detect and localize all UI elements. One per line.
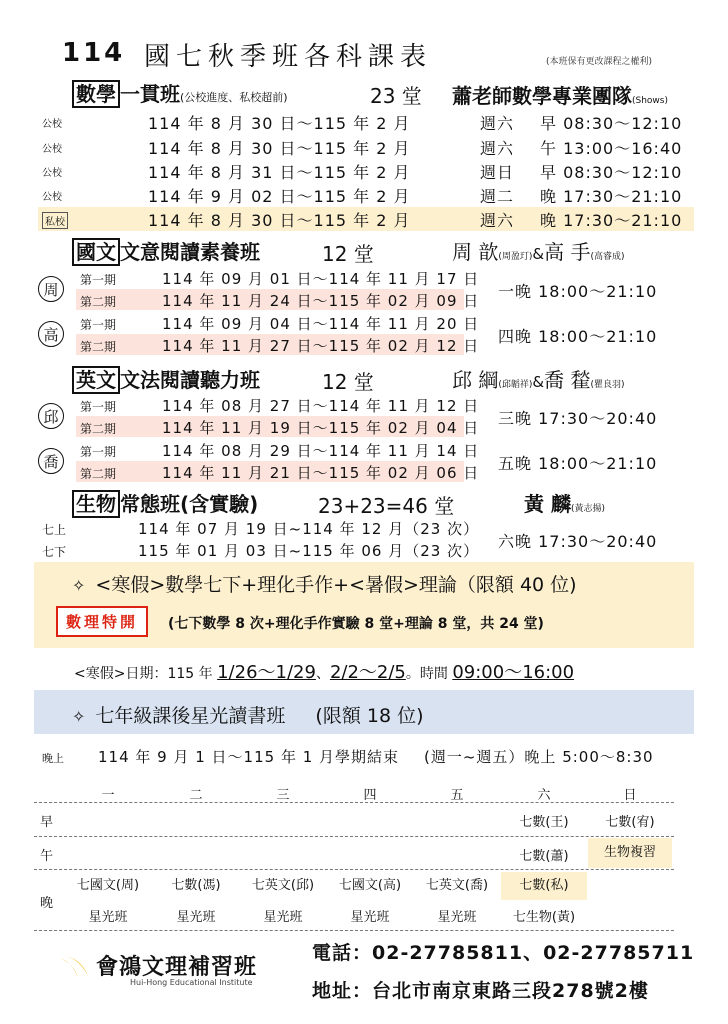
rights-note: (本班保有更改課程之權利): [546, 57, 653, 67]
english-course: 文法閱讀聽力班: [120, 368, 260, 392]
chinese-sessions: 12 堂: [322, 242, 374, 266]
school-logo: [58, 952, 92, 984]
winter-title-text: <寒假>數學七下+理化手作+<暑假>理論（限額 40 位): [95, 574, 577, 596]
chinese-subject: 國文: [72, 238, 120, 266]
chinese-term-dates: 114 年 09 月 04 日～114 年 11 月 20 日: [162, 315, 480, 333]
chinese-term-label: 第一期: [80, 318, 117, 332]
winter-desc: (七下數學 8 次+理化手作實驗 8 堂+理論 8 堂，共 24 堂): [168, 616, 544, 632]
math-teacher-name: 蕭老師數學專業團隊: [452, 84, 632, 108]
math-row-tag: 私校: [42, 212, 68, 229]
chinese-teacher1-note: (周盈玎): [498, 252, 533, 262]
biology-dates-1: 114 年 07 月 19 日~114 年 12 月（23 次）: [138, 520, 480, 538]
schedule-cell: 星光班: [437, 910, 477, 925]
math-row-tag: 公校: [42, 144, 62, 155]
english-group-time: 三晚 17:30～20:40: [498, 409, 658, 428]
biology-dates-2: 115 年 01 月 03 日~115 年 06 月（23 次）: [138, 542, 480, 560]
schedule-cell: 星光班: [263, 910, 303, 925]
chinese-amp: &: [532, 245, 545, 263]
biology-teacher: [524, 488, 605, 517]
math-course-note: (公校進度、私校超前): [180, 91, 288, 104]
schedule-divider: [34, 930, 674, 931]
schedule-cell: 七數(宥): [605, 815, 655, 830]
biology-sessions: 23+23=46 堂: [318, 494, 455, 518]
chinese-term-dates: 114 年 11 月 24 日～115 年 02 月 09 日: [162, 292, 480, 310]
english-term-label: 第二期: [80, 467, 117, 481]
math-row-time: 早 08:30～12:10: [540, 163, 683, 182]
math-course: 一貫班: [120, 82, 180, 106]
chinese-group-time: 一晚 18:00～21:10: [498, 282, 658, 301]
math-row-day: 週六: [480, 211, 515, 230]
math-row-day: 週二: [480, 187, 515, 206]
biology-teacher-name: 黃 麟: [524, 492, 571, 516]
english-term-label: 第一期: [80, 400, 117, 414]
english-term-dates: 114 年 11 月 21 日～115 年 02 月 06 日: [162, 464, 480, 482]
chinese-teacher1: 周 歆: [452, 240, 499, 264]
biology-heading: [72, 488, 258, 518]
english-heading: [72, 364, 260, 394]
chinese-teacher2-note: (高睿成): [590, 252, 625, 262]
english-term-dates: 114 年 08 月 29 日～114 年 11 月 14 日: [162, 442, 480, 460]
math-row-day: 週日: [480, 163, 515, 182]
english-teacher1: 邱 綱: [452, 368, 499, 392]
math-row-dates: 114 年 9 月 02 日～115 年 2 月: [148, 187, 411, 206]
winter-date-sep: 、: [315, 666, 330, 682]
winter-date1: 1/26～1/29: [217, 662, 316, 683]
address: 地址：台北市南京東路三段278號2樓: [312, 980, 649, 1002]
math-subject: 數學: [72, 80, 120, 108]
winter-time-label: 。時間: [405, 666, 448, 682]
chinese-term-label: 第二期: [80, 340, 117, 354]
schedule-day-header: 四: [363, 788, 377, 803]
title-year: 114: [62, 38, 126, 68]
chinese-term-dates: 114 年 09 月 01 日～114 年 11 月 17 日: [162, 270, 480, 288]
math-row-dates: 114 年 8 月 30 日～115 年 2 月: [148, 139, 411, 158]
winter-date2: 2/2～2/5: [329, 662, 406, 683]
schedule-cell: 七數(馮): [171, 878, 221, 893]
schedule-divider: [34, 836, 674, 837]
winter-bullet: ✧: [72, 576, 86, 595]
winter-date-label: <寒假>日期：115 年: [74, 666, 213, 682]
winter-date-line: [74, 658, 574, 684]
math-row-day: 週六: [480, 114, 515, 133]
biology-time: 六晚 17:30～20:40: [498, 532, 658, 551]
english-group-time: 五晚 18:00～21:10: [498, 454, 658, 473]
biology-subject: 生物: [72, 490, 120, 518]
schedule-cell-highlight: 七數(私): [501, 872, 587, 900]
math-row-tag: 公校: [42, 168, 62, 179]
math-row-time: 午 13:00～16:40: [540, 139, 683, 158]
biology-tag-1: 七上: [42, 523, 67, 537]
winter-title: [72, 570, 577, 597]
english-teacher1-note: (邱韜祥): [498, 380, 533, 390]
english-subject: 英文: [72, 366, 120, 394]
english-teacher2-note: (瞿良羽): [590, 380, 625, 390]
schedule-day-header: 一: [101, 788, 115, 803]
english-term-dates: 114 年 11 月 19 日～115 年 02 月 04 日: [162, 419, 480, 437]
math-teacher: [452, 80, 668, 109]
chinese-term-label: 第二期: [80, 295, 117, 309]
chinese-term-dates: 114 年 11 月 27 日～115 年 02 月 12 日: [162, 337, 480, 355]
starlight-limit: (限額 18 位): [315, 705, 424, 727]
chinese-teachers: [452, 236, 624, 265]
english-circle-0: 邱: [38, 403, 64, 429]
schedule-cell: 七數(蕭): [519, 849, 569, 864]
page-title: 國七秋季班各科課表: [144, 42, 433, 72]
math-row-day: 週六: [480, 139, 515, 158]
schedule-cell: 七生物(黃): [512, 910, 576, 925]
schedule-cell: 星光班: [176, 910, 216, 925]
winter-stamp: 數理特開: [56, 606, 148, 637]
phone: 電話：02-27785811、02-27785711: [312, 942, 695, 964]
english-sessions: 12 堂: [322, 370, 374, 394]
biology-tag-2: 七下: [42, 545, 67, 559]
english-term-label: 第二期: [80, 422, 117, 436]
math-row-time: 早 08:30～12:10: [540, 114, 683, 133]
english-term-label: 第一期: [80, 445, 117, 459]
schedule-row-evening: 晚: [40, 896, 54, 911]
schedule-cell: 七國文(高): [338, 878, 402, 893]
math-row-time: 晚 17:30～21:10: [540, 211, 683, 230]
starlight-title-text: 七年級課後星光讀書班: [95, 705, 286, 727]
chinese-circle-1: 高: [38, 321, 64, 347]
math-teacher-note: (Shows): [632, 96, 668, 106]
schedule-row-afternoon: 午: [40, 849, 54, 864]
schedule-cell: 七數(王): [519, 815, 569, 830]
school-name: 會鴻文理補習班: [96, 955, 258, 980]
schedule-day-header: 日: [623, 788, 637, 803]
starlight-bullet: ✧: [72, 707, 86, 726]
math-row-dates: 114 年 8 月 31 日～115 年 2 月: [148, 163, 411, 182]
starlight-days: (週一~週五）晚上 5:00～8:30: [424, 748, 654, 766]
math-row-tag: 公校: [42, 192, 62, 203]
chinese-heading: [72, 236, 260, 266]
math-row-dates: 114 年 8 月 30 日～115 年 2 月: [148, 114, 411, 133]
schedule-cell: 七英文(邱): [251, 878, 315, 893]
english-teachers: [452, 364, 624, 393]
english-amp: &: [532, 373, 545, 391]
schedule-day-header: 三: [276, 788, 290, 803]
schedule-day-header: 二: [189, 788, 203, 803]
starlight-dates: 114 年 9 月 1 日～115 年 1 月學期結束: [98, 748, 400, 766]
math-row-tag: 公校: [42, 119, 62, 130]
biology-teacher-note: (黃志揚): [570, 504, 605, 514]
schedule-row-morning: 早: [40, 815, 54, 830]
logo-icon: [58, 952, 92, 980]
math-heading: [72, 78, 288, 108]
schedule-divider: [34, 802, 674, 803]
starlight-tag: 晚上: [42, 752, 64, 765]
starlight-title: [72, 701, 424, 728]
english-term-dates: 114 年 08 月 27 日～114 年 11 月 12 日: [162, 397, 480, 415]
math-sessions: 23 堂: [370, 84, 422, 108]
chinese-term-label: 第一期: [80, 273, 117, 287]
schedule-cell-highlight: 生物複習: [588, 838, 672, 868]
schedule-day-header: 六: [537, 788, 551, 803]
schedule-day-header: 五: [450, 788, 464, 803]
chinese-teacher2: 高 手: [544, 240, 591, 264]
math-row-dates: 114 年 8 月 30 日～115 年 2 月: [148, 211, 411, 230]
schedule-cell: 七英文(喬): [425, 878, 489, 893]
english-teacher2: 喬 䨂: [544, 368, 591, 392]
school-en: Hui-Hong Educational Institute: [130, 978, 253, 987]
schedule-divider: [34, 869, 674, 870]
schedule-cell: 七國文(周): [76, 878, 140, 893]
winter-time: 09:00～16:00: [452, 662, 575, 683]
english-circle-1: 喬: [38, 448, 64, 474]
chinese-group-time: 四晚 18:00～21:10: [498, 327, 658, 346]
biology-course: 常態班(含實驗): [120, 492, 259, 516]
schedule-cell: 星光班: [88, 910, 128, 925]
schedule-cell: 星光班: [350, 910, 390, 925]
math-row-time: 晚 17:30～21:10: [540, 187, 683, 206]
chinese-course: 文意閱讀素養班: [120, 240, 260, 264]
chinese-circle-0: 周: [38, 276, 64, 302]
